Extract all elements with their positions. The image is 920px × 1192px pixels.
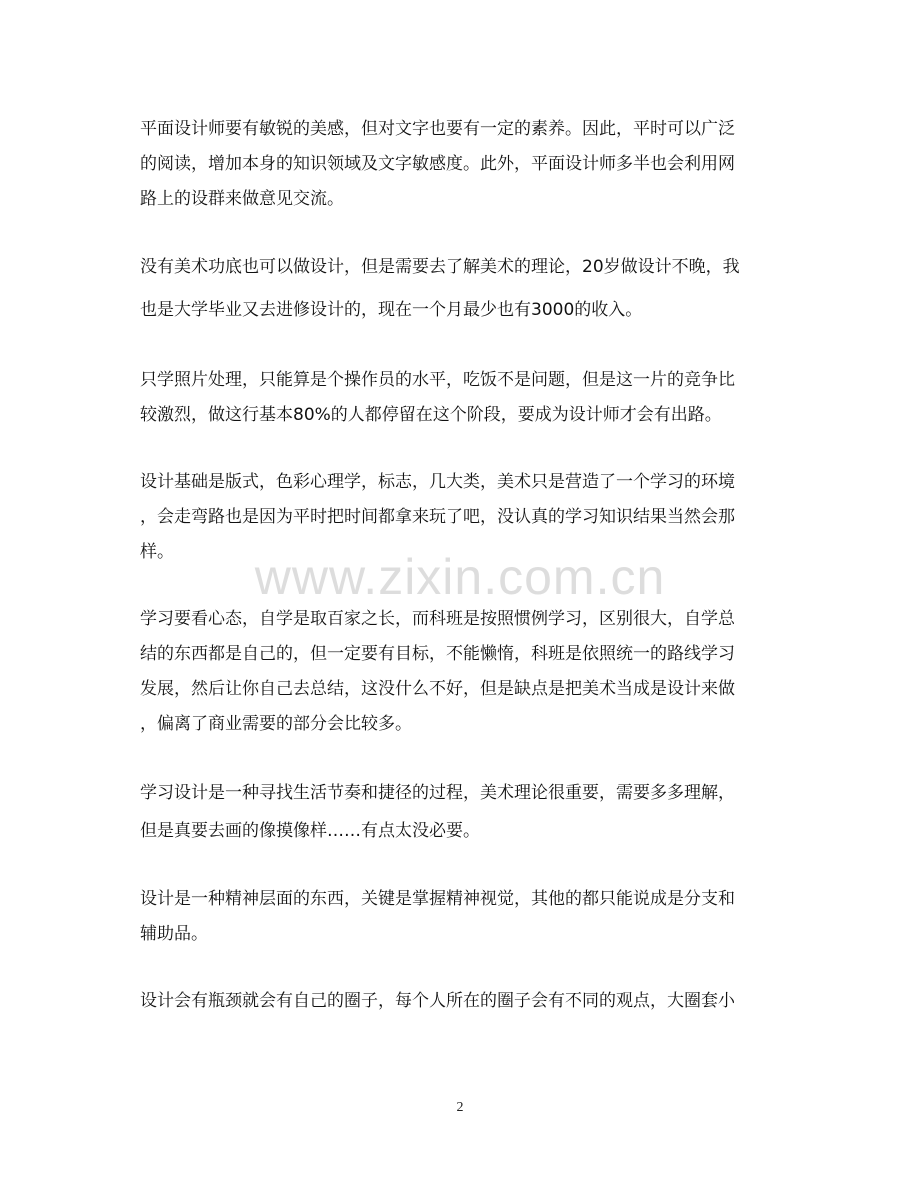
- text-line: 没有美术功底也可以做设计，但是需要去了解美术的理论，20岁做设计不晚，我: [140, 257, 740, 277]
- text-line: 只学照片处理，只能算是个操作员的水平，吃饭不是问题，但是这一片的竞争比: [140, 370, 735, 390]
- watermark: www.zixin.com.cn: [254, 549, 666, 605]
- text-line: 的阅读，增加本身的知识领域及文字敏感度。此外，平面设计师多半也会利用网: [140, 154, 735, 174]
- text-line: 样。: [140, 542, 174, 562]
- text-line: ，会走弯路也是因为平时把时间都拿来玩了吧，没认真的学习知识结果当然会那: [140, 507, 735, 527]
- text-line: 学习设计是一种寻找生活节奏和捷径的过程，美术理论很重要，需要多多理解，: [140, 783, 735, 803]
- paragraph: [140, 984, 790, 1019]
- body-text: [140, 112, 790, 1051]
- text-line: 也是大学毕业又去进修设计的，现在一个月最少也有3000的收入。: [140, 300, 643, 320]
- text-line: 学习要看心态，自学是取百家之长，而科班是按照惯例学习，区别很大，自学总: [140, 609, 735, 629]
- text-line: 较激烈，做这行基本80%的人都停留在这个阶段，要成为设计师才会有出路。: [140, 405, 722, 425]
- paragraph: [140, 465, 790, 570]
- page-number: 2: [456, 1100, 464, 1115]
- paragraph: [140, 245, 790, 331]
- text-line: 设计会有瓶颈就会有自己的圈子，每个人所在的圈子会有不同的观点，大圈套小: [140, 991, 735, 1011]
- paragraph: [140, 882, 790, 952]
- text-line: 路上的设群来做意见交流。: [140, 189, 344, 209]
- paragraph: [140, 363, 790, 433]
- text-line: 设计是一种精神层面的东西，关键是掌握精神视觉，其他的都只能说成是分支和: [140, 889, 735, 909]
- paragraph: [140, 112, 790, 217]
- paragraph: [140, 602, 790, 742]
- text-line: 辅助品。: [140, 924, 208, 944]
- text-line: 结的东西都是自己的，但一定要有目标，不能懒惰，科班是依照统一的路线学习: [140, 644, 735, 664]
- text-line: 但是真要去画的像摸像样……有点太没必要。: [140, 821, 480, 841]
- text-line: ，偏离了商业需要的部分会比较多。: [140, 714, 412, 734]
- text-line: 设计基础是版式，色彩心理学，标志，几大类，美术只是营造了一个学习的环境: [140, 472, 735, 492]
- paragraph: [140, 774, 790, 850]
- text-line: 发展，然后让你自己去总结，这没什么不好，但是缺点是把美术当成是设计来做: [140, 679, 735, 699]
- text-line: 平面设计师要有敏锐的美感，但对文字也要有一定的素养。因此，平时可以广泛: [140, 119, 735, 139]
